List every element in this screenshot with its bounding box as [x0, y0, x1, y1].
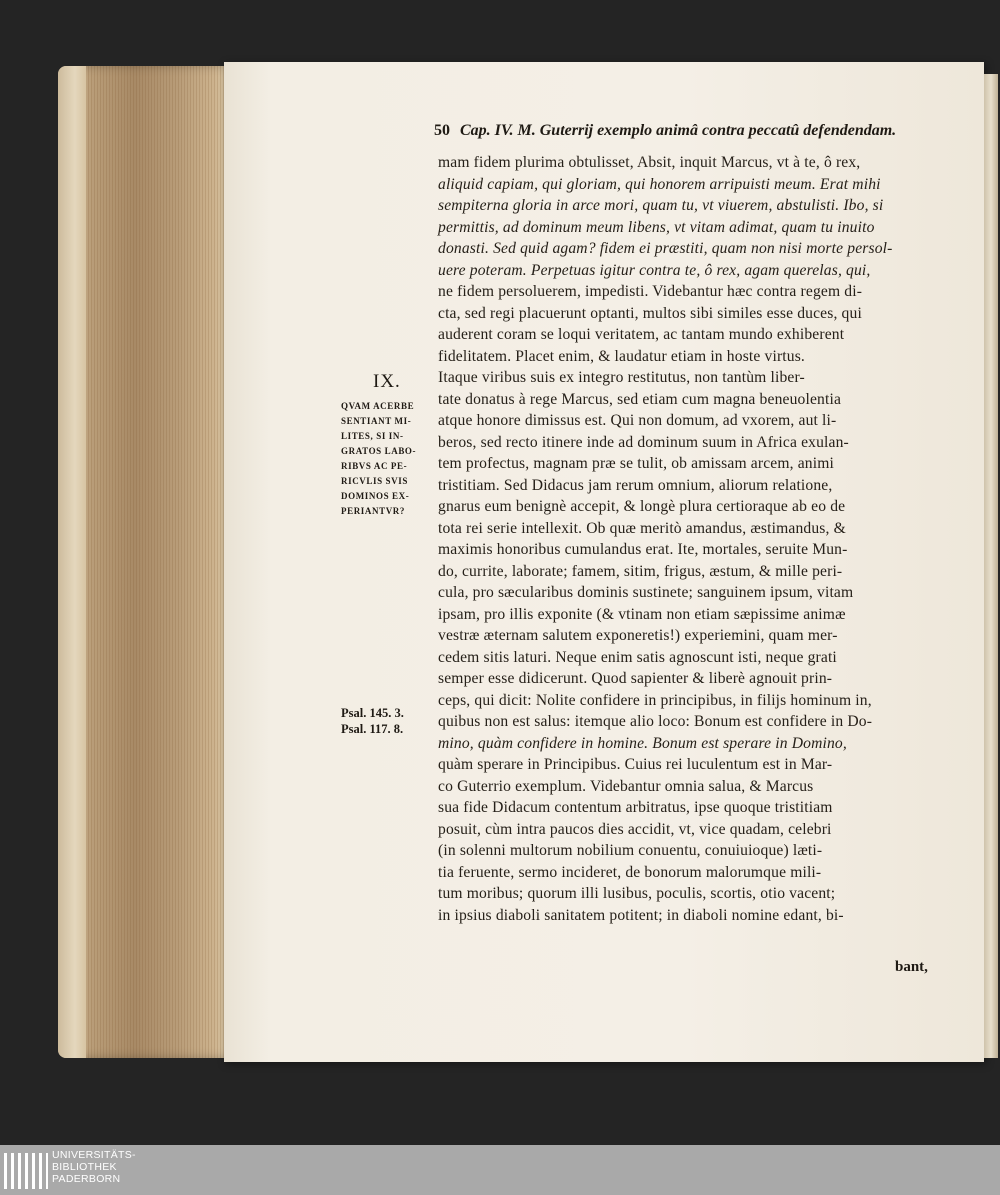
marginal-note-line: LITES, SI IN- — [341, 431, 404, 441]
text-line: sempiterna gloria in arce mori, quam tu, vt viuerem, abstulisti. Ibo, si — [438, 197, 884, 214]
text-line: mam fidem plurima obtulisset, Absit, inquit Marcus, vt à te, ô rex, — [438, 154, 861, 171]
marginal-note-line: SENTIANT MI- — [341, 416, 412, 426]
text-line: auderent coram se loqui veritatem, ac tantam mundo exhiberent — [438, 326, 845, 343]
text-line: maximis honoribus cumulandus erat. Ite, mortales, seruite Mun- — [438, 541, 848, 558]
text-line: donasti. Sed quid agam? fidem ei præstiti, quam non nisi morte persol- — [438, 240, 893, 257]
text-line: co Guterrio exemplum. Videbantur omnia salua, & Marcus — [438, 777, 814, 795]
marginal-note-line: RIBVS AC PE- — [341, 461, 408, 471]
text-line: tem profectus, magnam præ se tulit, ob amissam arcem, animi — [438, 455, 834, 472]
text-line: Itaque viribus suis ex integro restitutus, non tantùm liber- — [438, 369, 805, 386]
text-line: ipsam, pro illis exponite (& vtinam non etiam sæpissime animæ — [438, 605, 846, 623]
text-line: atque honore dimissus est. Qui non domum, ad vxorem, aut li- — [438, 412, 837, 429]
text-line: cta, sed regi placuerunt optanti, multos sibi similes esse duces, qui — [438, 304, 862, 322]
page-number: 50 — [434, 122, 450, 139]
running-head-title: Cap. IV. M. Guterrij exemplo animâ contra peccatû defendendam. — [460, 122, 897, 139]
text-line: cula, pro sæcularibus dominis sustinete; sanguinem ipsum, vitam — [438, 584, 854, 601]
text-line: (in solenni multorum nobilium conuentu, conuiuioque) læti- — [438, 842, 823, 859]
marginal-psalm-references — [341, 705, 404, 737]
library-logo-text — [52, 1149, 136, 1185]
text-line: ne fidem persoluerem, impedisti. Videbantur hæc contra regem di- — [438, 283, 863, 300]
logo-text-line: BIBLIOTHEK — [52, 1161, 117, 1173]
marginal-note-line: RICVLIS SVIS — [341, 476, 408, 486]
text-line: tota rei serie intellexit. Ob quæ meritò amandus, æstimandus, & — [438, 519, 846, 537]
book-page-edges — [58, 66, 228, 1058]
text-line: ceps, qui dicit: Nolite confidere in principibus, in filijs hominum in, — [438, 691, 872, 709]
text-line: semper esse didicerunt. Quod sapienter & liberè agnouit prin- — [438, 670, 833, 687]
marginal-note-line: GRATOS LABO- — [341, 446, 417, 456]
text-line: sua fide Didacum contentum arbitratus, ipse quoque tristitiam — [438, 799, 833, 816]
text-line: tate donatus à rege Marcus, sed etiam cum magna beneuolentia — [438, 390, 842, 408]
text-line: tum moribus; quorum illi lusibus, poculis, scortis, otio vacent; — [438, 885, 836, 902]
psalm-reference: Psal. 117. 8. — [341, 722, 404, 736]
text-line: in ipsius diaboli sanitatem potitent; in diaboli nomine edant, bi- — [438, 906, 844, 924]
text-line: quibus non est salus: itemque alio loco: Bonum est confidere in Do- — [438, 713, 873, 730]
marginal-note-line: PERIANTVR? — [341, 506, 406, 516]
logo-text-line: PADERBORN — [52, 1173, 121, 1185]
text-line: posuit, cùm intra paucos dies accidit, vt, vice quadam, celebri — [438, 820, 832, 838]
marginal-note — [341, 399, 437, 519]
logo-text-line: UNIVERSITÄTS- — [52, 1149, 136, 1161]
marginal-note-line: DOMINOS EX- — [341, 491, 410, 501]
library-footer-bar — [0, 1145, 1000, 1195]
text-line: beros, sed recto itinere inde ad dominum suum in Africa exulan- — [438, 433, 849, 451]
library-logo-icon — [4, 1153, 48, 1189]
text-line: quàm sperare in Principibus. Cuius rei luculentum est in Mar- — [438, 756, 833, 773]
psalm-reference: Psal. 145. 3. — [341, 706, 404, 720]
text-line: gnarus eum benignè accepit, & longè plura certioraque ab eo de — [438, 498, 846, 515]
text-line: fidelitatem. Placet enim, & laudatur etiam in hoste virtus. — [438, 347, 805, 365]
text-line: vestræ æternam salutem exponeretis!) experiemini, quam mer- — [438, 627, 838, 644]
text-line: do, currite, laborate; famem, sitim, frigus, æstum, & mille peri- — [438, 562, 843, 580]
text-line: mino, quàm confidere in homine. Bonum est sperare in Domino, — [438, 734, 847, 752]
book-page-right-edge — [984, 74, 998, 1058]
text-line: cedem sitis laturi. Neque enim satis agnoscunt isti, neque grati — [438, 648, 837, 666]
text-line: aliquid capiam, qui gloriam, qui honorem arripuisti meum. Erat mihi — [438, 175, 881, 193]
text-line: permittis, ad dominum meum libens, vt vitam adimat, quam tu inuito — [438, 218, 875, 236]
text-line: tristitiam. Sed Didacus jam rerum omnium, aliorum relatione, — [438, 476, 833, 494]
catchword: bant, — [895, 959, 928, 975]
text-line: uere poteram. Perpetuas igitur contra te, ô rex, agam querelas, qui, — [438, 261, 871, 279]
running-head — [434, 122, 896, 140]
marginal-note-line: QVAM ACERBE — [341, 401, 415, 411]
marginal-section-number: IX. — [373, 371, 401, 392]
text-line: tia feruente, sermo incideret, de bonorum malorumque mili- — [438, 863, 822, 881]
